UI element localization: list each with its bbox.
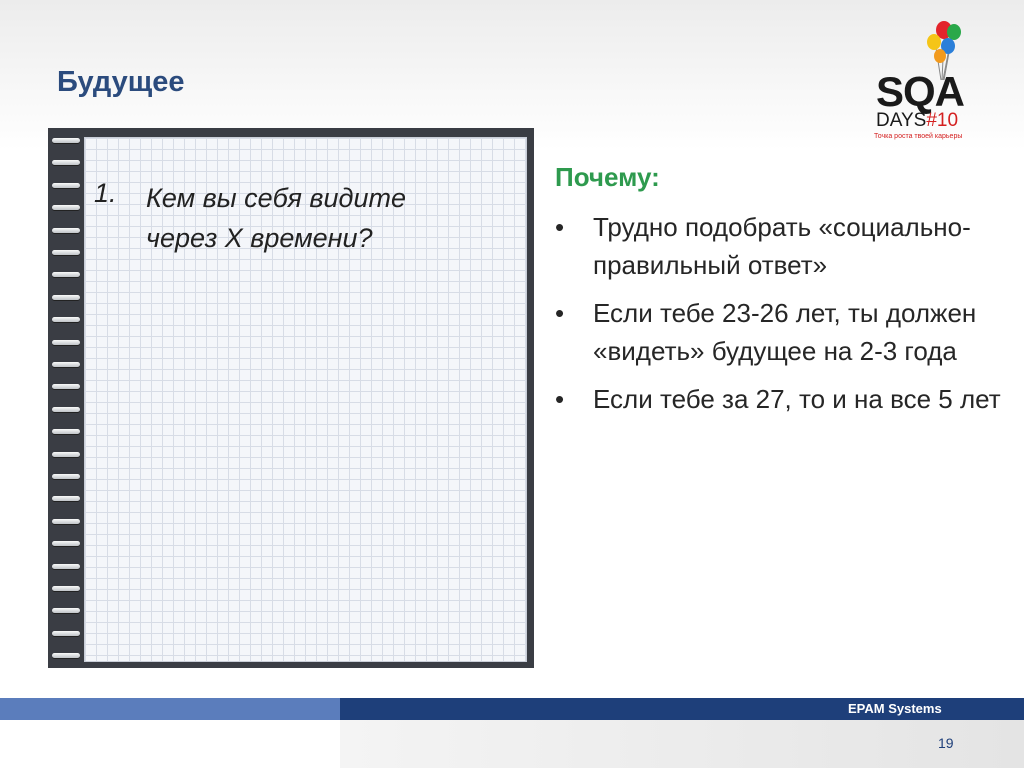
- logo-sqa-text: SQA: [876, 68, 965, 115]
- reason-text: Если тебе 23-26 лет, ты должен «видеть» будущее на 2-3 года: [593, 298, 977, 366]
- spiral-ring: [48, 494, 84, 504]
- bullet-icon: •: [555, 298, 565, 328]
- spiral-ring: [48, 606, 84, 616]
- slide-title: Будущее: [57, 66, 185, 98]
- spiral-ring: [48, 651, 84, 661]
- logo-days-label: DAYS: [876, 110, 927, 131]
- spiral-ring: [48, 293, 84, 303]
- reasons-heading: Почему:: [555, 162, 660, 192]
- spiral-ring: [48, 450, 84, 460]
- spiral-ring: [48, 517, 84, 527]
- reasons-list: [555, 208, 1015, 428]
- question-text: Кем вы себя видите через X времени?: [146, 183, 406, 253]
- logo-days-text: [876, 110, 958, 132]
- spiral-ring: [48, 136, 84, 146]
- spiral-ring: [48, 539, 84, 549]
- spiral-ring: [48, 584, 84, 594]
- spiral-ring: [48, 629, 84, 639]
- footer-panel: [340, 720, 1024, 768]
- reason-text: Если тебе за 27, то и на все 5 лет: [593, 384, 1001, 414]
- spiral-ring: [48, 158, 84, 168]
- reason-item: [555, 380, 1015, 418]
- sqa-days-logo: [868, 18, 988, 143]
- bullet-icon: •: [555, 212, 565, 242]
- reason-item: [555, 294, 1015, 370]
- spiral-ring: [48, 360, 84, 370]
- logo-tagline: Точка роста твоей карьеры: [874, 133, 963, 140]
- bullet-icon: •: [555, 384, 565, 414]
- reason-text: Трудно подобрать «социально-правильный ответ»: [593, 212, 971, 280]
- spiral-ring: [48, 338, 84, 348]
- spiral-ring: [48, 472, 84, 482]
- spiral-ring: [48, 226, 84, 236]
- spiral-ring: [48, 562, 84, 572]
- reason-item: [555, 208, 1015, 284]
- page-number: 19: [938, 735, 954, 751]
- question-number: 1.: [94, 178, 117, 208]
- spiral-ring: [48, 181, 84, 191]
- spiral-ring: [48, 315, 84, 325]
- spiral-ring: [48, 270, 84, 280]
- spiral-ring: [48, 382, 84, 392]
- spiral-ring: [48, 248, 84, 258]
- spiral-ring: [48, 203, 84, 213]
- logo-edition: #10: [926, 110, 959, 131]
- footer-company-name: EPAM Systems: [848, 701, 942, 716]
- spiral-ring: [48, 427, 84, 437]
- footer-bar-light: [0, 698, 340, 720]
- spiral-ring: [48, 405, 84, 415]
